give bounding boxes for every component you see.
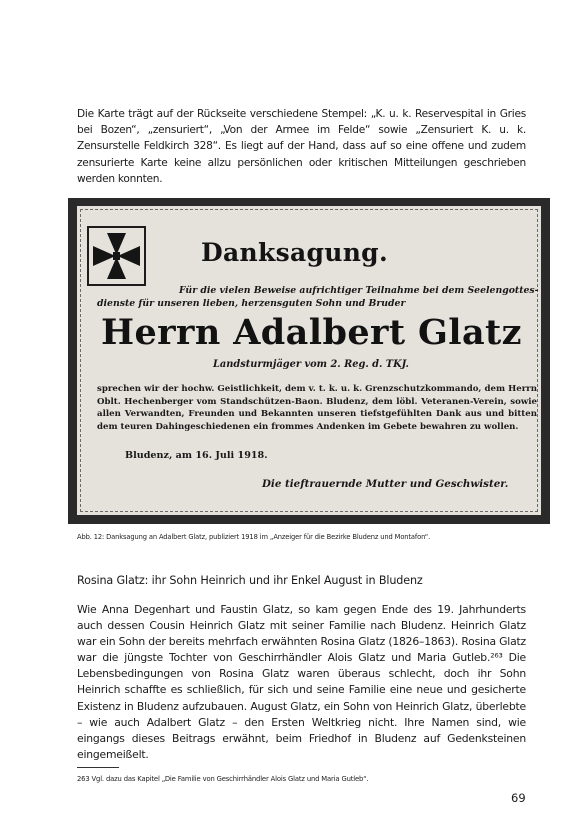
deceased-rank: Landsturmjäger vom 2. Reg. d. TKJ.: [213, 359, 409, 370]
notice-line-1: Für die vielen Beweise aufrichtiger Teilnahme bei dem Seelengottes-: [179, 285, 539, 296]
section-heading: Rosina Glatz: ihr Sohn Heinrich und ihr Enkel August in Bludenz: [77, 574, 423, 587]
iron-cross-icon: [87, 226, 146, 286]
notice-body: sprechen wir der hochw. Geistlichkeit, dem v. t. k. u. k. Grenzschutzkommando, dem Herrn Oblt. Hechenberger vom Standschützen-Baon. Bludenz, dem löbl. Veteranen-Verein, sowie allen Verwandten, Freunden und Bekannten unseren tiefstgefühlten Dank aus und bitten dem teuren Dahingeschiedenen ein frommes Andenken im Gebete bewahren zu wollen.: [97, 384, 537, 432]
newspaper-clipping: [77, 206, 541, 515]
footnote: 263 Vgl. dazu das Kapitel „Die Familie von Geschirrhändler Alois Glatz und Maria Gutleb“.: [77, 775, 369, 783]
notice-signature: Die tieftrauernde Mutter und Geschwister.: [262, 478, 509, 490]
deceased-name: Herrn Adalbert Glatz: [101, 312, 522, 353]
footnote-divider: [77, 767, 119, 768]
notice-line-2: dienste für unseren lieben, herzensguten Sohn und Bruder: [97, 298, 406, 309]
notice-title: Danksagung.: [201, 238, 388, 267]
figure-caption: Abb. 12: Danksagung an Adalbert Glatz, publiziert 1918 im „Anzeiger für die Bezirke Bludenz und Montafon“.: [77, 533, 431, 541]
main-paragraph: Wie Anna Degenhart und Faustin Glatz, so kam gegen Ende des 19. Jahrhunderts auch dessen Cousin Heinrich Glatz mit seiner Familie nach Bludenz. Heinrich Glatz war ein Sohn der bereits mehrfach erwähnten Rosina Glatz (1826–1863). Rosina Glatz war die jüngste Tochter von Geschirrhändler Alois Glatz und Maria Gutleb.²⁶³ Die Lebensbedingungen von Rosina Glatz waren überaus schlecht, doch ihr Sohn Heinrich schaffte es schließlich, für sich und seine Familie eine neue und gesicherte Existenz in Bludenz aufzubauen. August Glatz, ein Sohn von Heinrich Glatz, überlebte – wie auch Adalbert Glatz – den Ersten Weltkrieg nicht. Ihre Namen sind, wie eingangs dieses Beitrags erwähnt, beim Friedhof in Bludenz auf Gedenksteinen eingemeißelt.: [77, 603, 526, 761]
notice-date: Bludenz, am 16. Juli 1918.: [125, 450, 268, 461]
danksagung-figure: [68, 198, 550, 524]
page-number: 69: [511, 791, 526, 805]
intro-paragraph: Die Karte trägt auf der Rückseite verschiedene Stempel: „K. u. k. Reservespital in Gries bei Bozen“, „zensuriert“, „Von der Armee im Felde“ sowie „Zensuriert K. u. k. Zensurstelle Feldkirch 328“. Es liegt auf der Hand, dass auf so eine offene und zudem zensurierte Karte keine allzu persönlichen oder kritischen Mitteilungen geschrieben werden konnten.: [77, 108, 526, 185]
